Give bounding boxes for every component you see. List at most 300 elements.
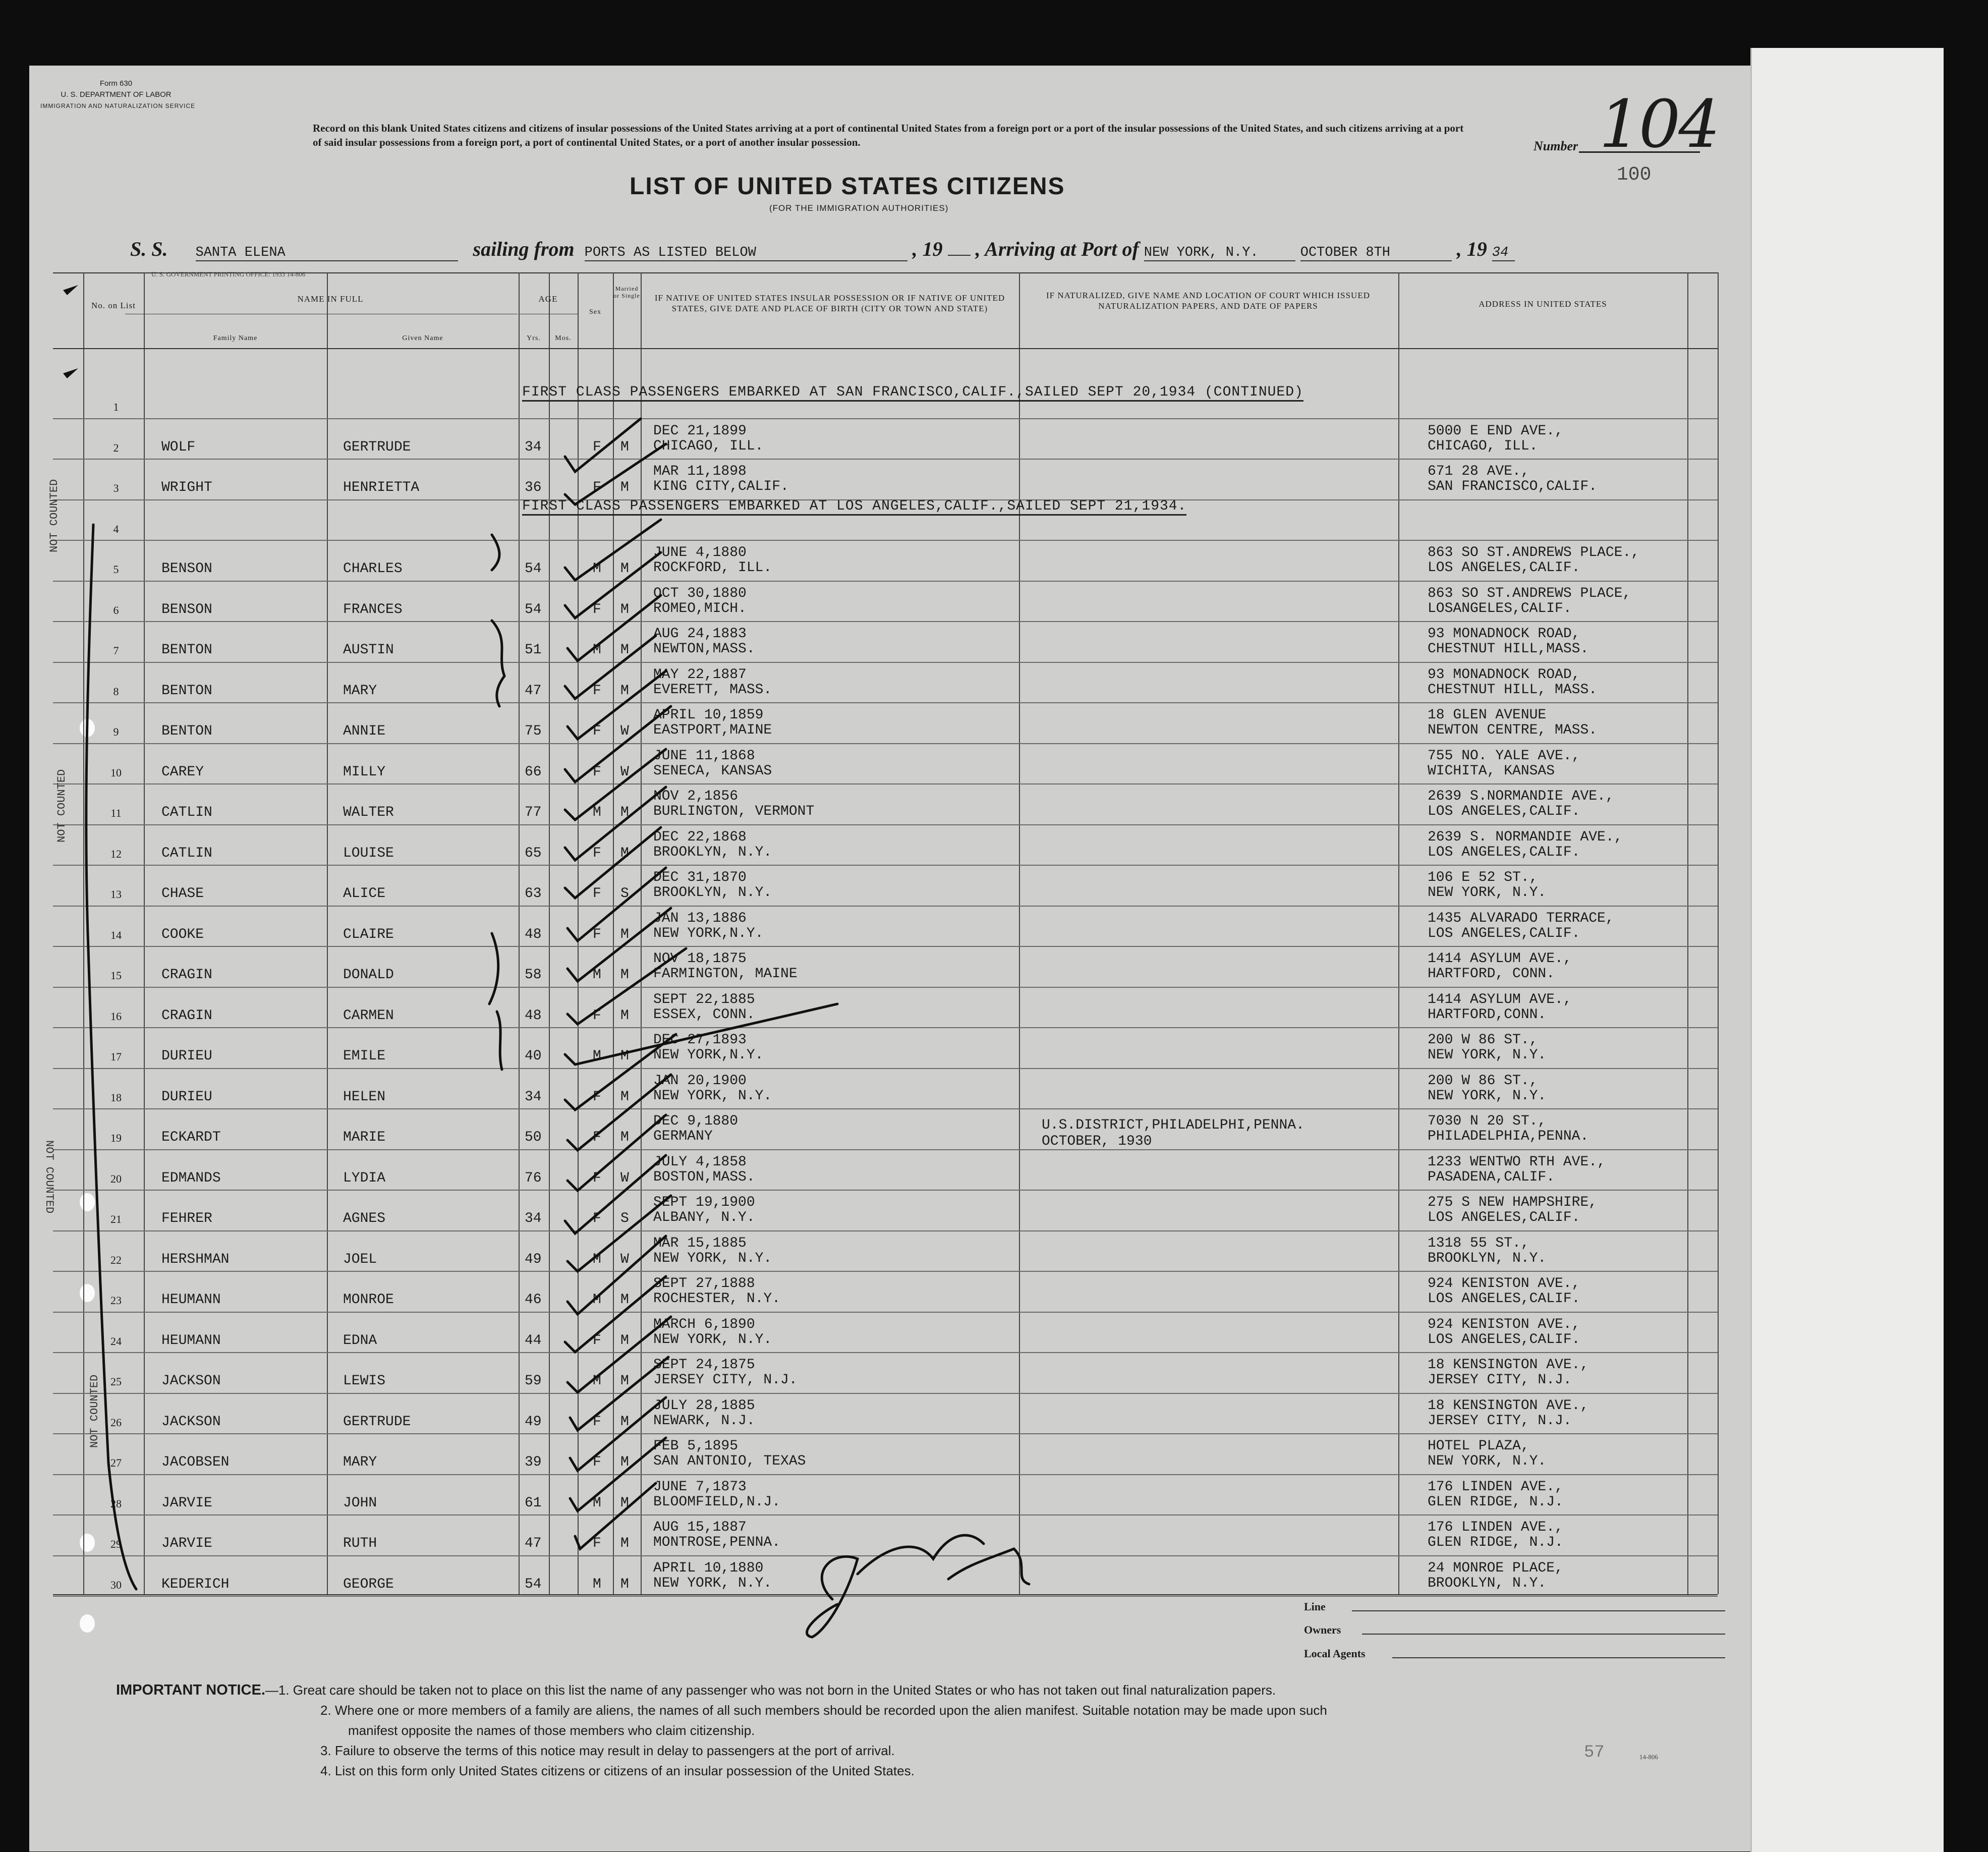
cell-given: WALTER	[343, 805, 394, 820]
department: U. S. DEPARTMENT OF LABOR	[61, 90, 172, 99]
cell-addr2: WICHITA, KANSAS	[1428, 763, 1555, 779]
cell-addr1: 200 W 86 ST.,	[1428, 1032, 1538, 1048]
cell-birth2: ROCHESTER, N.Y.	[653, 1291, 781, 1307]
print-code: U. S. GOVERNMENT PRINTING OFFICE: 1933 14-806	[151, 270, 306, 278]
header-sex: Sex	[589, 308, 601, 316]
ss-label: S. S.	[130, 238, 168, 260]
family-bracket	[492, 621, 504, 706]
cell-age: 77	[525, 805, 542, 820]
check-mark	[567, 1075, 671, 1150]
cell-addr2: JERSEY CITY, N.J.	[1428, 1413, 1572, 1429]
cell-addr1: 275 S NEW HAMPSHIRE,	[1428, 1195, 1598, 1210]
row-number: 7	[113, 644, 119, 657]
row-number: 29	[110, 1538, 122, 1550]
cell-birth1: SEPT 22,1885	[653, 991, 755, 1007]
year-2: 34	[1492, 245, 1515, 261]
cell-ms: M	[620, 1495, 629, 1511]
cell-age: 76	[525, 1170, 542, 1186]
cell-birth2: NEW YORK, N.Y.	[653, 1250, 772, 1266]
cell-ms: M	[620, 683, 629, 699]
cell-given: MONROE	[343, 1292, 394, 1308]
header-name-in-full: NAME IN FULL	[297, 294, 364, 304]
notice-item-3: 3. Failure to observe the terms of this notice may result in delay to passengers at the port of arrival.	[320, 1743, 895, 1758]
cell-ms: M	[620, 845, 629, 861]
cell-family: CHASE	[161, 886, 204, 902]
section-heading: FIRST CLASS PASSENGERS EMBARKED AT SAN FRANCISCO,CALIF.,SAILED SEPT 20,1934 (CONTINUED)	[522, 384, 1303, 402]
check-mark	[570, 1357, 668, 1430]
cell-age: 34	[525, 1089, 542, 1105]
cell-age: 65	[525, 845, 542, 861]
row-number: 2	[113, 441, 119, 454]
cell-addr2: CHICAGO, ILL.	[1428, 438, 1538, 454]
cell-age: 40	[525, 1048, 542, 1064]
row-number: 24	[110, 1334, 122, 1348]
check-mark	[565, 520, 661, 580]
check-mark	[565, 1276, 666, 1352]
cell-sex: F	[593, 1170, 601, 1186]
cell-given: LYDIA	[343, 1170, 386, 1186]
check-mark	[565, 419, 641, 472]
cell-family: HERSHMAN	[161, 1251, 230, 1267]
cell-birth1: FEB 5,1895	[653, 1438, 739, 1454]
cell-birth2: NEW YORK,N.Y.	[653, 1047, 764, 1063]
cell-addr2: LOS ANGELES,CALIF.	[1428, 560, 1580, 576]
cell-sex: F	[593, 1211, 601, 1226]
cell-addr2: HARTFORD,CONN.	[1428, 1006, 1547, 1023]
cell-family: BENTON	[161, 683, 212, 699]
cell-sex: F	[593, 886, 601, 902]
header-birth: IF NATIVE OF UNITED STATES INSULAR POSSESSION OR IF NATIVE OF UNITED STATES, GIVE DATE AND PLACE OF BIRTH (CITY OR TOWN AND STATE)	[654, 293, 1005, 313]
row-number: 16	[110, 1009, 122, 1023]
cell-birth1: JUNE 7,1873	[653, 1479, 747, 1495]
cell-addr1: 18 KENSINGTON AVE.,	[1428, 1357, 1589, 1373]
cell-sex: F	[593, 723, 601, 739]
cell-birth1: JAN 20,1900	[653, 1073, 747, 1089]
cell-given: MARIE	[343, 1130, 386, 1145]
cell-ms: W	[620, 723, 629, 739]
sailing-label: sailing from	[473, 238, 575, 260]
handwritten-number: 104	[1599, 86, 1719, 162]
service: IMMIGRATION AND NATURALIZATION SERVICE	[40, 102, 196, 109]
footer-line-label: Line	[1304, 1600, 1326, 1613]
footer-line-rule	[1352, 1610, 1725, 1611]
print-code-bottom: 14-806	[1639, 1753, 1658, 1761]
cell-ms: M	[620, 1373, 629, 1389]
cell-birth2: NEWTON,MASS.	[653, 641, 755, 657]
cell-ms: M	[620, 1130, 629, 1145]
cell-sex: F	[593, 1089, 601, 1105]
cell-birth1: SEPT 27,1888	[653, 1276, 755, 1292]
cell-birth2: ESSEX, CONN.	[653, 1006, 755, 1023]
cell-ms: M	[620, 1536, 629, 1551]
cell-age: 34	[525, 1211, 542, 1226]
cell-age: 66	[525, 764, 542, 780]
cell-birth2: BOSTON,MASS.	[653, 1169, 755, 1185]
header-married: Married or Single	[613, 285, 640, 299]
check-mark	[567, 1317, 671, 1392]
cell-birth1: APRIL 10,1859	[653, 707, 764, 723]
cell-addr2: CHESTNUT HILL,MASS.	[1428, 641, 1589, 657]
header-naturalized: IF NATURALIZED, GIVE NAME AND LOCATION OF COURT WHICH ISSUED NATURALIZATION PAPERS, AND DATE OF PAPERS	[1046, 291, 1370, 311]
cell-ms: S	[620, 1211, 629, 1226]
cell-age: 50	[525, 1130, 542, 1145]
row-number: 11	[110, 807, 122, 819]
cell-addr2: PASADENA,CALIF.	[1428, 1169, 1555, 1185]
cell-birth1: DEC 22,1868	[653, 829, 747, 845]
cell-given: DONALD	[343, 967, 394, 983]
cell-birth1: MAR 15,1885	[653, 1235, 747, 1251]
row-number: 30	[110, 1578, 122, 1591]
important-notice	[116, 1680, 1705, 1781]
row-number: 6	[113, 603, 119, 616]
cell-family: WRIGHT	[161, 480, 212, 495]
cell-sex: F	[593, 1007, 601, 1024]
row-number: 12	[110, 847, 122, 860]
cell-given: ALICE	[343, 886, 386, 902]
cell-addr2: NEW YORK, N.Y.	[1428, 885, 1547, 901]
cell-birth2: BROOKLYN, N.Y.	[653, 844, 772, 860]
cell-nat1: U.S.DISTRICT,PHILADELPHI,PENNA.	[1042, 1117, 1304, 1133]
cell-family: FEHRER	[161, 1211, 212, 1226]
cell-ms: M	[620, 1414, 629, 1430]
cell-family: BENTON	[161, 723, 212, 739]
cell-addr2: PHILADELPHIA,PENNA.	[1428, 1129, 1589, 1144]
cell-addr2: LOS ANGELES,CALIF.	[1428, 1331, 1580, 1348]
notice-item-1: —1. Great care should be taken not to place on this list the name of any passenger who was not born in the United States or who has not taken out final naturalization papers.	[265, 1682, 1276, 1698]
check-mark	[567, 1115, 666, 1191]
cell-birth2: BROOKLYN, N.Y.	[653, 885, 772, 901]
pen-tick	[63, 368, 78, 378]
cell-addr1: 7030 N 20 ST.,	[1428, 1113, 1547, 1129]
cell-sex: F	[593, 1536, 601, 1551]
cell-sex: F	[593, 926, 601, 942]
cell-given: HELEN	[343, 1089, 386, 1105]
cell-addr1: 176 LINDEN AVE.,	[1428, 1520, 1563, 1535]
row-number: 9	[113, 725, 119, 738]
cell-age: 36	[525, 480, 542, 495]
section-heading: FIRST CLASS PASSENGERS EMBARKED AT LOS ANGELES,CALIF.,SAILED SEPT 21,1934.	[522, 498, 1186, 516]
check-mark	[565, 1155, 666, 1233]
cell-sex: M	[593, 1495, 601, 1511]
cell-given: LEWIS	[343, 1373, 386, 1389]
row-number: 19	[110, 1132, 122, 1144]
cell-given: CHARLES	[343, 561, 403, 577]
check-mark	[567, 1196, 671, 1271]
cell-birth2: MONTROSE,PENNA.	[653, 1535, 781, 1550]
cell-addr2: LOS ANGELES,CALIF.	[1428, 925, 1580, 941]
cell-birth1: NOV 2,1856	[653, 789, 739, 804]
cell-ms: M	[620, 480, 629, 495]
arriving-label: , Arriving at Port of	[975, 238, 1139, 260]
cell-family: DURIEU	[161, 1048, 212, 1064]
cell-addr1: 671 28 AVE.,	[1428, 464, 1529, 479]
cell-family: HEUMANN	[161, 1332, 221, 1349]
cell-birth2: NEW YORK, N.Y.	[653, 1575, 772, 1591]
year-prefix-2: , 19	[1456, 238, 1487, 260]
cell-given: CLAIRE	[343, 926, 394, 942]
cell-family: CATLIN	[161, 845, 212, 861]
cell-birth2: GERMANY	[653, 1129, 713, 1144]
cell-birth1: SEPT 19,1900	[653, 1195, 755, 1210]
cell-ms: M	[620, 642, 629, 658]
page-stamp: 57	[1584, 1743, 1605, 1762]
cell-addr2: NEWTON CENTRE, MASS.	[1428, 722, 1598, 738]
cell-sex: M	[593, 1292, 601, 1308]
cell-family: BENTON	[161, 642, 212, 658]
row-number: 20	[110, 1172, 122, 1185]
check-mark	[567, 1236, 666, 1314]
header-mos: Mos.	[555, 334, 572, 342]
cell-birth1: DEC 27,1893	[653, 1032, 747, 1048]
cell-birth2: BURLINGTON, VERMONT	[653, 804, 815, 819]
cell-age: 54	[525, 561, 542, 577]
header-address: ADDRESS IN UNITED STATES	[1479, 299, 1607, 309]
cell-addr1: 1318 55 ST.,	[1428, 1235, 1529, 1251]
cell-addr1: 1414 ASYLUM AVE.,	[1428, 991, 1572, 1007]
margin-stroke	[86, 522, 136, 1589]
cell-ms: M	[620, 1454, 629, 1470]
pen-tick	[63, 285, 78, 295]
cell-family: JARVIE	[161, 1495, 212, 1511]
cell-age: 44	[525, 1332, 542, 1349]
cell-addr2: NEW YORK, N.Y.	[1428, 1088, 1547, 1104]
page-title: LIST OF UNITED STATES CITIZENS	[630, 173, 1065, 200]
typed-number: 100	[1617, 164, 1652, 186]
cell-ms: W	[620, 764, 629, 780]
cell-addr1: 755 NO. YALE AVE.,	[1428, 748, 1580, 764]
cell-given: GERTRUDE	[343, 439, 411, 455]
cell-addr1: 5000 E END AVE.,	[1428, 423, 1563, 439]
form-number: Form 630	[99, 79, 133, 88]
cell-birth1: MARCH 6,1890	[653, 1316, 755, 1332]
cell-sex: F	[593, 845, 601, 861]
cell-addr2: BROOKLYN, N.Y.	[1428, 1575, 1547, 1591]
cell-sex: F	[593, 1130, 601, 1145]
cell-age: 54	[525, 1576, 542, 1592]
cell-addr1: 24 MONROE PLACE,	[1428, 1560, 1563, 1576]
cell-addr2: SAN FRANCISCO,CALIF.	[1428, 479, 1598, 494]
cell-age: 46	[525, 1292, 542, 1308]
row-number: 17	[110, 1050, 122, 1063]
row-number: 8	[113, 685, 119, 698]
cell-addr2: LOS ANGELES,CALIF.	[1428, 1291, 1580, 1307]
check-mark	[565, 444, 666, 504]
cell-sex: F	[593, 683, 601, 699]
cell-family: CRAGIN	[161, 1007, 212, 1024]
cell-ms: M	[620, 1576, 629, 1592]
check-mark	[567, 868, 666, 941]
cell-birth1: AUG 15,1887	[653, 1520, 747, 1535]
cell-birth1: MAR 11,1898	[653, 464, 747, 479]
year-prefix-1: , 19	[912, 238, 943, 260]
cell-age: 39	[525, 1454, 542, 1470]
cell-family: DURIEU	[161, 1089, 212, 1105]
cell-addr1: 2639 S.NORMANDIE AVE.,	[1428, 789, 1614, 804]
cell-addr1: 93 MONADNOCK ROAD,	[1428, 666, 1580, 683]
notice-lead: IMPORTANT NOTICE.	[116, 1682, 265, 1698]
cell-addr1: HOTEL PLAZA,	[1428, 1438, 1529, 1454]
cell-addr2: BROOKLYN, N.Y.	[1428, 1250, 1547, 1266]
cell-birth2: JERSEY CITY, N.J.	[653, 1372, 798, 1388]
cell-age: 61	[525, 1495, 542, 1511]
page-subtitle: (FOR THE IMMIGRATION AUTHORITIES)	[769, 203, 949, 213]
cell-addr1: 93 MONADNOCK ROAD,	[1428, 626, 1580, 642]
cell-addr1: 863 SO ST.ANDREWS PLACE,	[1428, 585, 1631, 601]
cell-addr1: 18 KENSINGTON AVE.,	[1428, 1397, 1589, 1414]
header-family-name: Family Name	[213, 334, 258, 342]
cell-birth2: ALBANY, N.Y.	[653, 1210, 755, 1225]
check-mark	[567, 595, 661, 661]
instructions: Record on this blank United States citizens and citizens of insular possessions of the United States arriving at a port of continental United States from a foreign port or a port of the insular possessions of the United States, and such citizens arriving at a port of said insular possessions from a foreign port, a port of continental United States, or a port of another insular possession.	[313, 122, 1464, 148]
cell-age: 63	[525, 886, 542, 902]
cell-family: KEDERICH	[161, 1576, 230, 1592]
cell-addr2: LOS ANGELES,CALIF.	[1428, 844, 1580, 860]
cell-given: MARY	[343, 683, 377, 699]
cell-birth1: JUNE 4,1880	[653, 545, 747, 560]
cell-addr2: GLEN RIDGE, N.J.	[1428, 1494, 1563, 1510]
cell-birth2: NEW YORK, N.Y.	[653, 1331, 772, 1348]
arrival-port: NEW YORK, N.Y.	[1144, 245, 1295, 261]
cell-sex: F	[593, 601, 601, 618]
cell-given: EMILE	[343, 1048, 386, 1064]
row-number: 15	[110, 969, 122, 982]
row-number: 28	[110, 1497, 122, 1510]
cell-birth1: JULY 28,1885	[653, 1397, 755, 1414]
cell-birth1: AUG 24,1883	[653, 626, 747, 642]
ship-name: SANTA ELENA	[196, 245, 458, 261]
cell-addr2: HARTFORD, CONN.	[1428, 966, 1555, 982]
cell-addr2: NEW YORK, N.Y.	[1428, 1047, 1547, 1063]
cell-addr1: 2639 S. NORMANDIE AVE.,	[1428, 829, 1623, 845]
cell-birth2: ROCKFORD, ILL.	[653, 560, 772, 576]
cell-given: GEORGE	[343, 1576, 394, 1592]
cell-birth2: FARMINGTON, MAINE	[653, 966, 798, 982]
cell-birth2: KING CITY,CALIF.	[653, 479, 789, 494]
cell-birth1: MAY 22,1887	[653, 666, 747, 683]
cell-sex: M	[593, 1576, 601, 1592]
cell-ms: M	[620, 1007, 629, 1024]
cell-family: JARVIE	[161, 1536, 212, 1551]
cell-addr1: 1414 ASYLUM AVE.,	[1428, 951, 1572, 967]
cell-birth2: BLOOMFIELD,N.J.	[653, 1494, 781, 1510]
check-mark	[565, 706, 671, 782]
cell-addr2: LOS ANGELES,CALIF.	[1428, 1210, 1580, 1225]
cell-addr1: 106 E 52 ST.,	[1428, 870, 1538, 885]
cell-birth2: SAN ANTONIO, TEXAS	[653, 1453, 806, 1469]
cell-age: 47	[525, 1536, 542, 1551]
footer-agents-rule	[1392, 1657, 1725, 1658]
cell-given: FRANCES	[343, 601, 403, 618]
cell-age: 49	[525, 1251, 542, 1267]
cell-given: ANNIE	[343, 723, 386, 739]
cell-addr2: NEW YORK, N.Y.	[1428, 1453, 1547, 1469]
cell-sex: M	[593, 967, 601, 983]
row-number: 18	[110, 1091, 122, 1104]
cell-birth1: JUNE 11,1868	[653, 748, 755, 764]
cell-sex: F	[593, 1414, 601, 1430]
cell-family: CRAGIN	[161, 967, 212, 983]
cell-nat2: OCTOBER, 1930	[1042, 1134, 1152, 1149]
cell-family: CATLIN	[161, 805, 212, 820]
cell-birth2: SENECA, KANSAS	[653, 763, 772, 779]
cell-addr2: LOS ANGELES,CALIF.	[1428, 804, 1580, 819]
cell-addr2: CHESTNUT HILL, MASS.	[1428, 682, 1598, 698]
cell-addr2: GLEN RIDGE, N.J.	[1428, 1535, 1563, 1550]
row-number: 1	[113, 401, 119, 413]
cell-birth1: JULY 4,1858	[653, 1154, 747, 1170]
cell-given: AGNES	[343, 1211, 386, 1226]
cell-birth1: DEC 21,1899	[653, 423, 747, 439]
check-mark	[565, 749, 666, 820]
cell-ms: M	[620, 1332, 629, 1349]
cell-addr2: JERSEY CITY, N.J.	[1428, 1372, 1572, 1388]
cell-birth1: APRIL 10,1880	[653, 1560, 764, 1576]
header-age: AGE	[538, 294, 558, 304]
cell-family: WOLF	[161, 439, 196, 455]
cell-given: EDNA	[343, 1332, 377, 1349]
cell-ms: W	[620, 1170, 629, 1186]
row-number: 26	[110, 1416, 122, 1429]
row-number: 13	[110, 888, 122, 901]
row-number: 5	[113, 563, 119, 576]
cell-birth1: DEC 9,1880	[653, 1113, 739, 1129]
cell-family: JACKSON	[161, 1414, 221, 1430]
notice-item-2-cont: manifest opposite the names of those members who claim citizenship.	[348, 1723, 755, 1738]
cell-addr1: 18 GLEN AVENUE	[1428, 707, 1547, 723]
notice-item-4: 4. List on this form only United States citizens or citizens of an insular possession of the United States.	[320, 1763, 915, 1778]
cell-sex: M	[593, 1048, 601, 1064]
cell-ms: M	[620, 601, 629, 618]
row-number: 14	[110, 928, 122, 941]
cell-sex: F	[593, 1454, 601, 1470]
cell-given: HENRIETTA	[343, 480, 420, 495]
cell-sex: F	[593, 764, 601, 780]
notice-item-2: 2. Where one or more members of a family are aliens, the names of all such members should be recorded upon the alien manifest. Suitable notation may be made upon such	[320, 1703, 1327, 1718]
cell-sex: M	[593, 561, 601, 577]
row-number: 27	[110, 1456, 122, 1469]
cell-age: 48	[525, 926, 542, 942]
check-mark	[567, 671, 666, 739]
cell-family: COOKE	[161, 926, 204, 942]
cell-given: CARMEN	[343, 1007, 394, 1024]
cell-birth1: SEPT 24,1875	[653, 1357, 755, 1373]
not-counted-stamp: NOT COUNTED	[43, 1140, 55, 1214]
cell-sex: F	[593, 439, 601, 455]
row-number: 21	[110, 1213, 122, 1225]
cell-given: RUTH	[343, 1536, 377, 1551]
cell-addr1: 1435 ALVARADO TERRACE,	[1428, 910, 1614, 926]
cell-age: 49	[525, 1414, 542, 1430]
check-mark	[565, 1004, 837, 1064]
cell-ms: M	[620, 439, 629, 455]
footer-agents-label: Local Agents	[1304, 1647, 1366, 1660]
cell-birth1: NOV 18,1875	[653, 951, 747, 967]
cell-ms: W	[620, 1251, 629, 1267]
cell-given: AUSTIN	[343, 642, 394, 658]
cell-family: JACKSON	[161, 1373, 221, 1389]
row-number: 10	[110, 766, 122, 779]
row-number: 25	[110, 1375, 122, 1388]
cell-age: 47	[525, 683, 542, 699]
cell-addr1: 863 SO ST.ANDREWS PLACE.,	[1428, 545, 1640, 560]
cell-birth2: NEWARK, N.J.	[653, 1413, 755, 1429]
cell-age: 59	[525, 1373, 542, 1389]
cell-ms: S	[620, 886, 629, 902]
cell-given: JOHN	[343, 1495, 377, 1511]
cell-ms: M	[620, 967, 629, 983]
cell-sex: F	[593, 1332, 601, 1349]
cell-ms: M	[620, 1089, 629, 1105]
